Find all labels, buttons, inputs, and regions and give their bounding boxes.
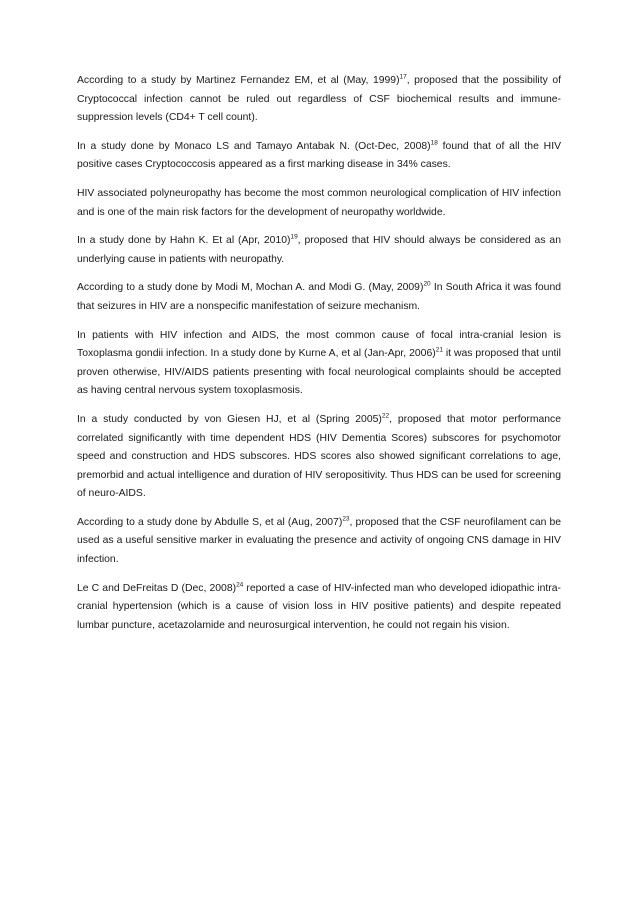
paragraph-text: In a study done by Monaco LS and Tamayo Antabak N. (Oct-Dec, 2008) bbox=[77, 140, 431, 152]
paragraph-5 bbox=[77, 279, 561, 316]
paragraph-6 bbox=[77, 327, 561, 401]
paragraph-text: In a study done by Hahn K. Et al (Apr, 2010) bbox=[77, 235, 291, 247]
paragraph-text: In patients with HIV infection and AIDS, the most common cause of focal intra-cranial lesion is Toxoplasma gondii infection. In a study done by Kurne A, et al (Jan-Apr, 2006) bbox=[77, 329, 561, 360]
paragraph-text: In a study conducted by von Giesen HJ, et al (Spring 2005) bbox=[77, 413, 382, 425]
paragraph-text: Le C and DeFreitas D (Dec, 2008) bbox=[77, 582, 237, 594]
paragraph-text: , proposed that the CSF neurofilament can be used as a useful sensitive marker in evaluating the presence and activity of ongoing CNS damage in HIV infection. bbox=[77, 516, 562, 566]
paragraph-2 bbox=[77, 138, 561, 175]
document-body bbox=[77, 72, 561, 645]
citation-ref: 17 bbox=[399, 73, 407, 81]
paragraph-4 bbox=[77, 232, 561, 269]
paragraph-7 bbox=[77, 411, 561, 504]
paragraph-text: According to a study done by Abdulle S, et al (Aug, 2007) bbox=[77, 516, 343, 528]
citation-ref: 18 bbox=[430, 139, 438, 147]
paragraph-text: In South Africa it was found that seizures in HIV are a nonspecific manifestation of seizure mechanism. bbox=[77, 282, 561, 312]
citation-ref: 23 bbox=[342, 515, 350, 523]
citation-ref: 22 bbox=[381, 412, 390, 420]
paragraph-text: HIV associated polyneuropathy has become the most common neurological complication of HIV infection and is one of the main risk factors for the development of neuropathy worldwide. bbox=[77, 187, 561, 218]
citation-ref: 19 bbox=[290, 233, 298, 241]
citation-ref: 20 bbox=[423, 280, 431, 288]
paragraph-text: , proposed that HIV should always be considered as an underlying cause in patients with neuropathy. bbox=[77, 235, 561, 265]
paragraph-text: , proposed that the possibility of Cryptococcal infection cannot be ruled out regardless of CSF biochemical results and immune-suppression levels (CD4+ T cell count). bbox=[77, 75, 561, 124]
paragraph-9 bbox=[77, 580, 561, 636]
paragraph-text: reported a case of HIV-infected man who developed idiopathic intra-cranial hypertension (which is a cause of vision loss in HIV positive patients) and despite repeated lumbar puncture, acetazolamide and neurosurgical intervention, he could not regain his vision. bbox=[77, 582, 561, 631]
paragraph-text: , proposed that motor performance correlated significantly with time dependent HDS (HIV Dementia Scores) subscores for psychomotor speed and construction and HDS subscores. HDS scores also showed significant correlations to age, premorbid and actual intelligence and duration of HIV seropositivity. Thus HDS can be used for screening of neuro-AIDS. bbox=[77, 413, 562, 500]
paragraph-text: According to a study done by Modi M, Mochan A. and Modi G. (May, 2009) bbox=[77, 282, 424, 294]
paragraph-1 bbox=[77, 72, 561, 128]
paragraph-8 bbox=[77, 514, 561, 570]
paragraph-text: According to a study by Martinez Fernandez EM, et al (May, 1999) bbox=[77, 75, 400, 86]
paragraph-text: found that of all the HIV positive cases Cryptococcosis appeared as a first marking disease in 34% cases. bbox=[77, 140, 562, 171]
citation-ref: 24 bbox=[236, 581, 244, 589]
paragraph-3 bbox=[77, 185, 561, 222]
citation-ref: 21 bbox=[435, 346, 443, 354]
paragraph-text: it was proposed that until proven otherwise, HIV/AIDS patients presenting with focal neurological complaints should be accepted as having central nervous system toxoplasmosis. bbox=[77, 348, 561, 397]
